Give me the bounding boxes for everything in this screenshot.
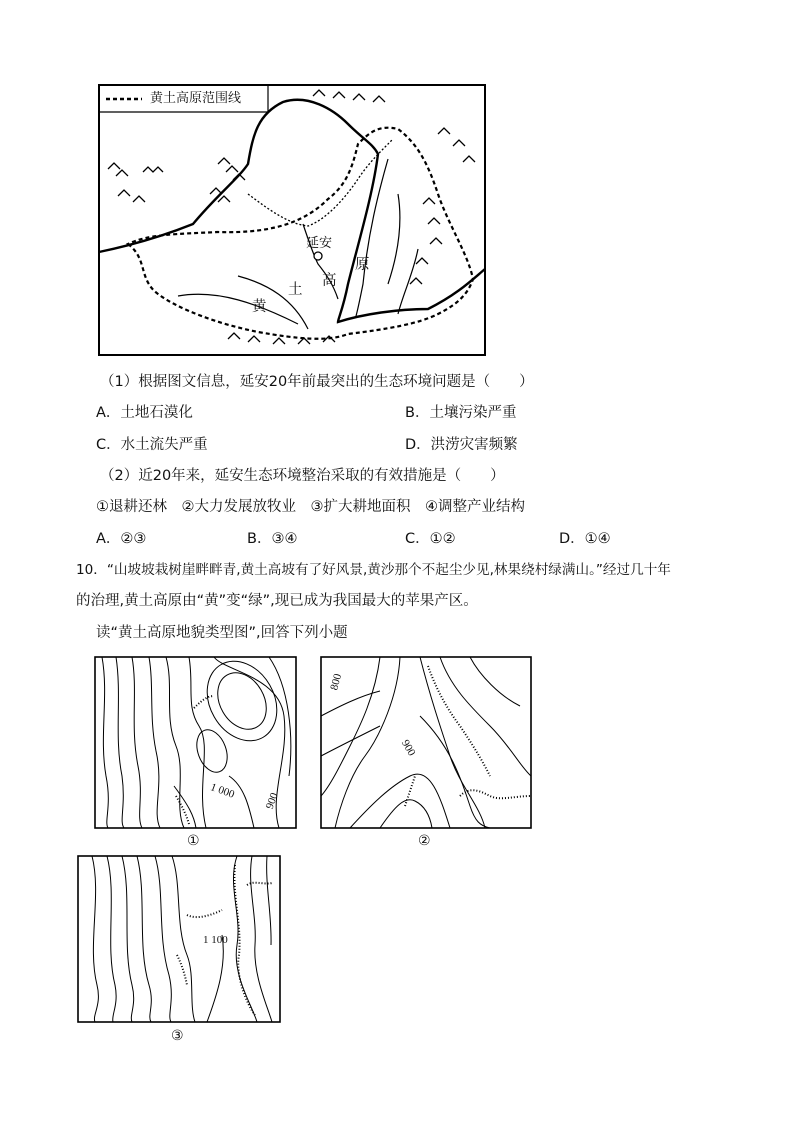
- contour-label-900: 900: [398, 737, 418, 759]
- contour-map-2-drawing: [320, 656, 532, 829]
- q1-stem: （1）根据图文信息，延安20年前最突出的生态环境问题是（ ）: [100, 374, 534, 390]
- contour-map-3: [77, 855, 281, 1023]
- q1-option-a: [96, 403, 193, 423]
- loess-plateau-map: [98, 84, 486, 356]
- option-text: 土壤污染严重: [429, 405, 517, 421]
- option-letter: A．: [96, 531, 121, 547]
- option-text: ①④: [584, 531, 611, 547]
- option-text: 洪涝灾害频繁: [430, 437, 518, 453]
- option-letter: C．: [96, 437, 121, 453]
- q10-line-2: 的治理,黄土高原由“黄”变“绿”,现已成为我国最大的苹果产区。: [76, 593, 478, 609]
- map-legend-label: 黄土高原范围线: [150, 91, 242, 106]
- q2-option-b: [247, 529, 297, 549]
- region-char-yuan: 原: [355, 257, 370, 273]
- contour-map-1: [94, 656, 297, 829]
- option-letter: D．: [559, 531, 585, 547]
- q1-option-d: [405, 435, 518, 455]
- q2-option-d: [559, 529, 611, 549]
- region-char-gao: 高: [322, 273, 337, 289]
- contour-label-1100: 1 100: [203, 934, 228, 946]
- map-caption-2: ②: [418, 833, 431, 849]
- map-caption-1: ①: [187, 833, 200, 849]
- option-letter: A．: [96, 405, 121, 421]
- region-char-tu: 土: [288, 282, 303, 298]
- option-text: ②③: [120, 531, 147, 547]
- option-letter: D．: [405, 437, 431, 453]
- option-text: 水土流失严重: [120, 437, 208, 453]
- contour-label-900: 900: [263, 791, 281, 811]
- region-char-huang: 黄: [252, 299, 267, 315]
- city-label-yanan: 延安: [306, 236, 333, 251]
- map-caption-3: ③: [171, 1028, 184, 1044]
- option-text: ①②: [429, 531, 456, 547]
- q2-stem: （2）近20年来，延安生态环境整治采取的有效措施是（ ）: [100, 468, 505, 484]
- q1-option-c: [96, 435, 208, 455]
- q10-line-3: 读“黄土高原地貌类型图”,回答下列小题: [96, 625, 348, 641]
- option-text: ③④: [271, 531, 298, 547]
- loess-plateau-map-drawing: [98, 84, 486, 356]
- contour-label-800: 800: [328, 672, 345, 692]
- q10-line-1: 10．“山坡坡栽树崖畔畔青,黄土高坡有了好风景,黄沙那个不起尘少见,林果绕村绿满山。”经过几十年: [76, 562, 671, 578]
- option-letter: B．: [247, 531, 272, 547]
- option-letter: C．: [405, 531, 430, 547]
- contour-map-3-drawing: [77, 855, 281, 1023]
- q1-option-b: [405, 403, 516, 423]
- q2-measures: ①退耕还林 ②大力发展放牧业 ③扩大耕地面积 ④调整产业结构: [96, 499, 525, 515]
- option-text: 土地石漠化: [120, 405, 193, 421]
- option-letter: B．: [405, 405, 430, 421]
- q2-option-a: [96, 529, 146, 549]
- contour-label-1000: 1 000: [208, 781, 237, 801]
- q2-option-c: [405, 529, 456, 549]
- contour-map-2: [320, 656, 532, 829]
